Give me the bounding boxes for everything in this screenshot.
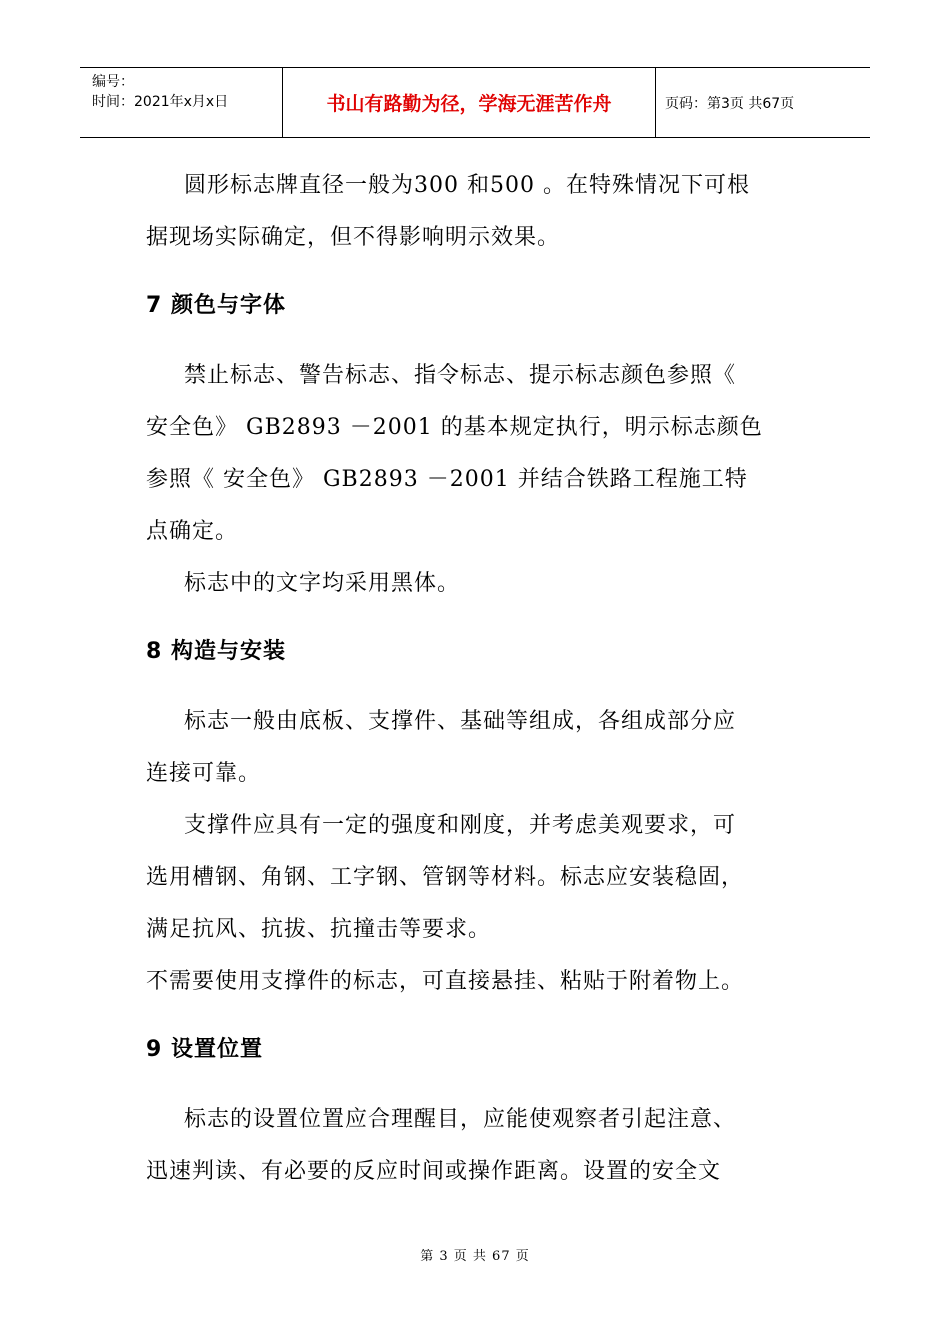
body-line: 迅速判读、有必要的反应时间或操作距离。设置的安全文 (146, 1159, 722, 1184)
body-line: 标志一般由底板、支撑件、基础等组成，各组成部分应 (184, 709, 737, 734)
header-page-info: 页码：第3页 共67页 (665, 95, 795, 112)
body-line: 连接可靠。 (146, 761, 262, 786)
body-line: 不需要使用支撑件的标志，可直接悬挂、粘贴于附着物上。 (146, 969, 745, 994)
body-line: 参照《 安全色》 GB2893 －2001 并结合铁路工程施工特 (146, 467, 748, 492)
body-line: 据现场实际确定，但不得影响明示效果。 (146, 225, 561, 250)
header-motto: 书山有路勤为径，学海无涯苦作舟 (283, 68, 656, 137)
body-line: 安全色》 GB2893 －2001 的基本规定执行，明示标志颜色 (146, 415, 763, 440)
body-line: 支撑件应具有一定的强度和刚度，并考虑美观要求，可 (184, 813, 737, 838)
body-line: 选用槽钢、角钢、工字钢、管钢等材料。标志应安装稳固， (146, 865, 745, 890)
page-footer-number: 第 3 页 共 67 页 (420, 1249, 530, 1264)
header-meta (80, 68, 283, 137)
body-line: 标志的设置位置应合理醒目，应能使观察者引起注意、 (184, 1107, 737, 1132)
section-heading-7: 7 颜色与字体 (146, 293, 286, 318)
body-line: 圆形标志牌直径一般为300 和500 。在特殊情况下可根 (184, 173, 750, 198)
body-line: 满足抗风、抗拔、抗撞击等要求。 (146, 917, 492, 942)
body-line: 点确定。 (146, 519, 239, 544)
page-header (80, 67, 870, 138)
body-line: 标志中的文字均采用黑体。 (184, 571, 461, 596)
document-body (146, 160, 806, 1198)
section-heading-8: 8 构造与安装 (146, 639, 286, 664)
document-date: 时间：2021年x月x日 (92, 94, 229, 110)
document-number-label: 编号： (92, 74, 134, 90)
body-line: 禁止标志、警告标志、指令标志、提示标志颜色参照《 (184, 363, 737, 388)
section-heading-9: 9 设置位置 (146, 1037, 263, 1062)
